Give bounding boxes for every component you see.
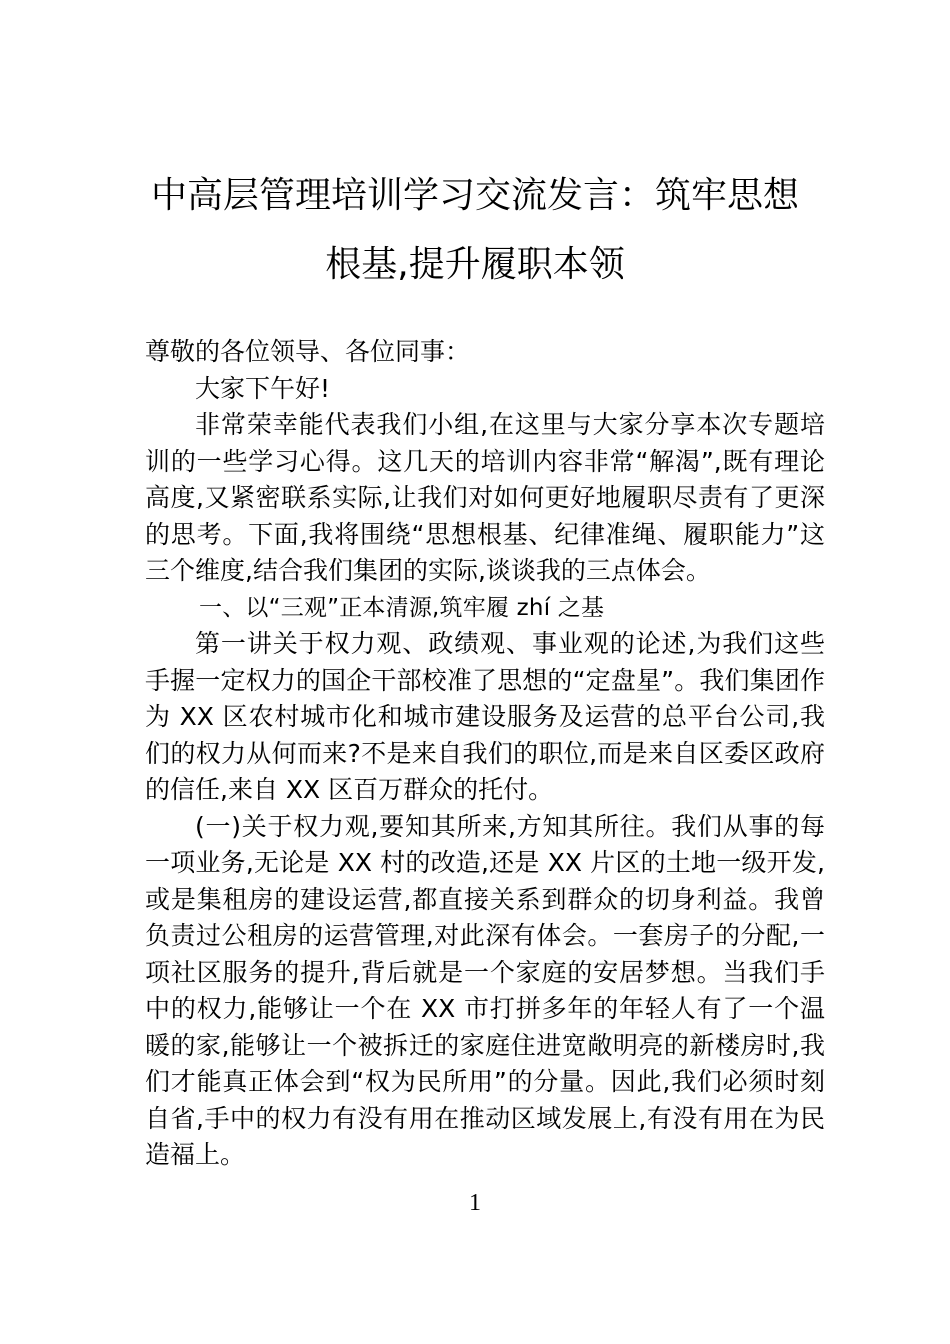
- page-number: 1: [469, 1190, 481, 1216]
- document-title-line-2: 根基,提升履职本领: [325, 244, 625, 285]
- paragraph-intro: 非常荣幸能代表我们小组,在这里与大家分享本次专题培训的一些学习心得。这几天的培训内容非常“解渴”,既有理论高度,又紧密联系实际,让我们对如何更好地履职尽责有了更深的思考。下面,我将围绕“思想根基、纪律准绳、履职能力”这三个维度,结合我们集团的实际,谈谈我的三点体会。: [145, 410, 825, 585]
- document-body: [145, 334, 825, 1174]
- paragraph-section-1: 第一讲关于权力观、政绩观、事业观的论述,为我们这些手握一定权力的国企干部校准了思想的“定盘星”。我们集团作为 XX 区农村城市化和城市建设服务及运营的总平台公司,我们的权力从何而来?不是来自我们的职位,而是来自区委区政府的信任,来自 XX 区百万群众的托付。: [145, 629, 825, 804]
- paragraph-power-view: (一)关于权力观,要知其所来,方知其所往。我们从事的每一项业务,无论是 XX 村的改造,还是 XX 片区的土地一级开发,或是集租房的建设运营,都直接关系到群众的切身利益。我曾负责过公租房的运营管理,对此深有体会。一套房子的分配,一项社区服务的提升,背后就是一个家庭的安居梦想。当我们手中的权力,能够让一个在 XX 市打拼多年的年轻人有了一个温暖的家,能够让一个被拆迁的家庭住进宽敞明亮的新楼房时,我们才能真正体会到“权为民所用”的分量。因此,我们必须时刻自省,手中的权力有没有用在推动区域发展上,有没有用在为民造福上。: [145, 811, 825, 1169]
- greeting: 大家下午好!: [195, 373, 331, 403]
- salutation: 尊敬的各位领导、各位同事：: [145, 337, 471, 366]
- section-heading-1: 一、以“三观”正本清源,筑牢履 zhí 之基: [199, 594, 605, 621]
- document-title-line-1: 中高层管理培训学习交流发言：筑牢思想: [150, 175, 799, 216]
